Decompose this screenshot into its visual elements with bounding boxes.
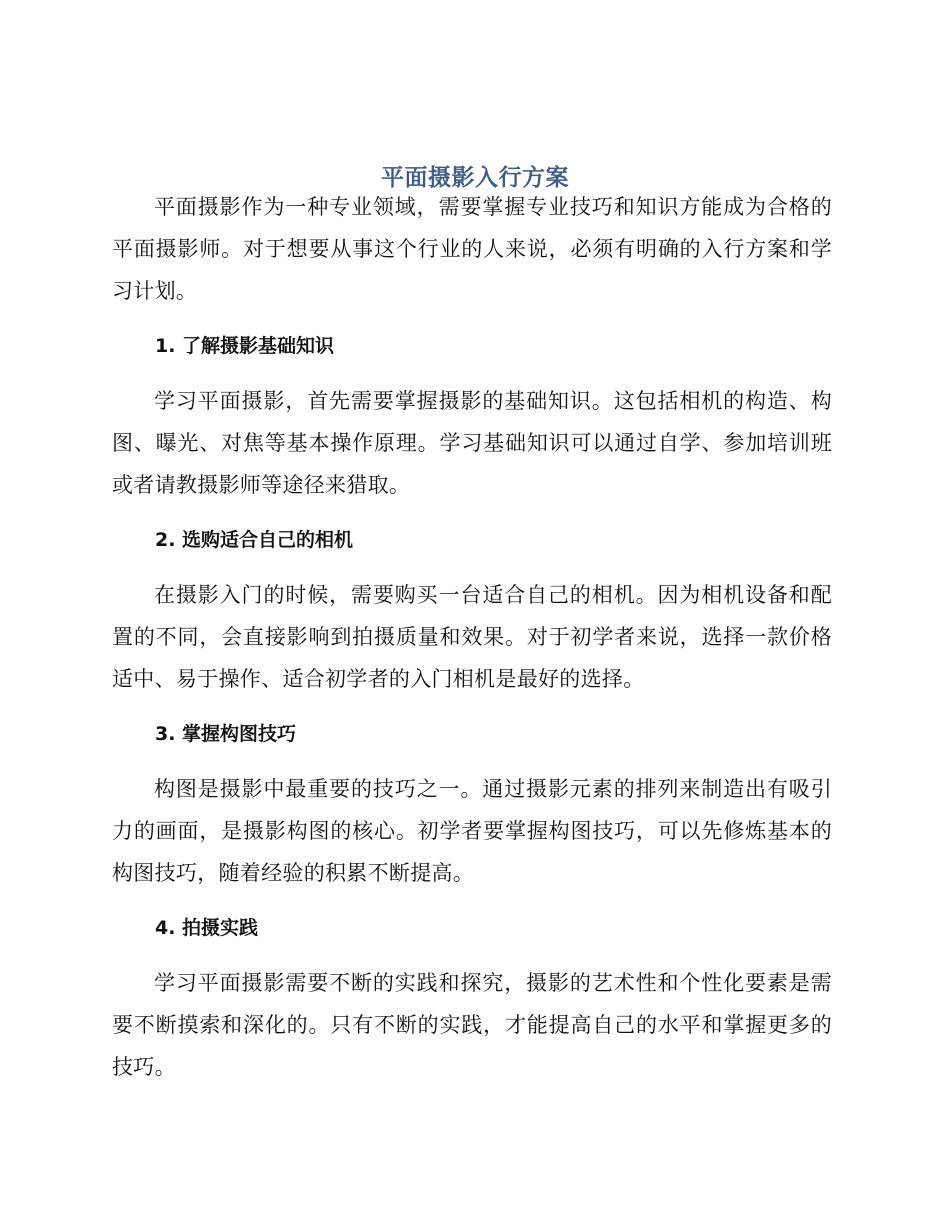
- document-title: 平面摄影入行方案: [381, 165, 569, 192]
- section-1-body: 学习平面摄影，首先需要掌握摄影的基础知识。这包括相机的构造、构图、曝光、对焦等基本操作原理。学习基础知识可以通过自学、参加培训班或者请教摄影师等途径来猎取。: [112, 389, 832, 497]
- section-3-heading: 3. 掌握构图技巧: [155, 723, 297, 745]
- section-4-heading: 4. 拍摄实践: [155, 917, 259, 939]
- section-2-body: 在摄影入门的时候，需要购买一台适合自己的相机。因为相机设备和配置的不同，会直接影响到拍摄质量和效果。对于初学者来说，选择一款价格适中、易于操作、适合初学者的入门相机是最好的选择。: [112, 583, 832, 691]
- section-3-body: 构图是摄影中最重要的技巧之一。通过摄影元素的排列来制造出有吸引力的画面，是摄影构图的核心。初学者要掌握构图技巧，可以先修炼基本的构图技巧，随着经验的积累不断提高。: [112, 777, 832, 885]
- section-4-body: 学习平面摄影需要不断的实践和探究，摄影的艺术性和个性化要素是需要不断摸索和深化的。只有不断的实践，才能提高自己的水平和掌握更多的技巧。: [112, 971, 832, 1079]
- intro-paragraph: 平面摄影作为一种专业领域，需要掌握专业技巧和知识方能成为合格的平面摄影师。对于想要从事这个行业的人来说，必须有明确的入行方案和学习计划。: [112, 195, 832, 303]
- section-1-heading: 1. 了解摄影基础知识: [155, 335, 335, 357]
- section-2-heading: 2. 选购适合自己的相机: [155, 529, 354, 551]
